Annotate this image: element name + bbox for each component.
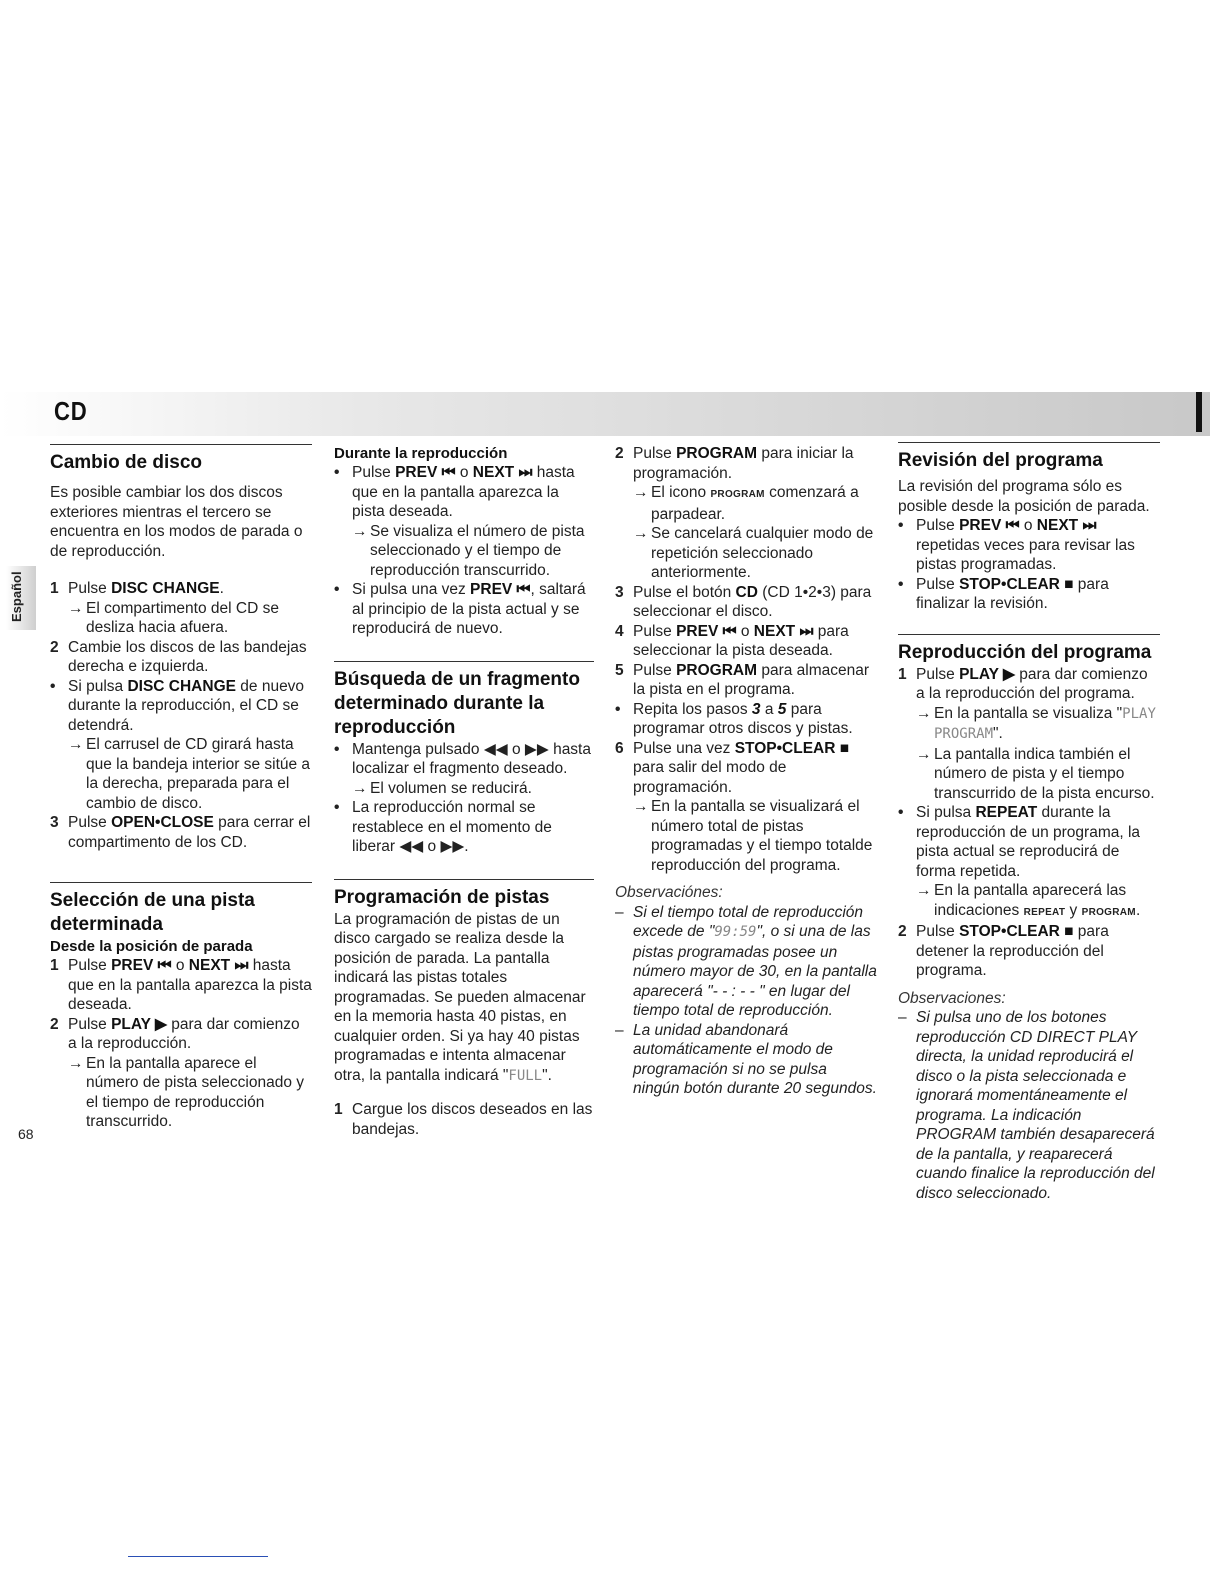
step-1: 1 Cargue los discos deseados en las bandejas. bbox=[334, 1101, 593, 1138]
language-tab-label: Español bbox=[9, 571, 24, 622]
column-4 bbox=[898, 440, 1160, 1203]
step-3: 3 Pulse el botón CD (CD 1•2•3) para seleccionar el disco. bbox=[615, 583, 872, 620]
bullet-item: • Pulse PREV ⏮ o NEXT ⏭ repetidas veces para revisar las pistas programadas. bbox=[898, 517, 1135, 573]
bullet-item: • Mantenga pulsado ◀◀ o ▶▶ hasta localizar el fragmento deseado. bbox=[334, 740, 591, 777]
heading-seleccion-pista: Selección de una pista determinada bbox=[50, 882, 312, 937]
step-result: → La pantalla indica también el número de pista y el tiempo transcurrido de la pista encurso. bbox=[916, 745, 1155, 802]
header-band bbox=[0, 392, 1210, 436]
step-result: → En la pantalla se visualizará el número total de pistas programadas y el tiempo totalde reproducción del programa. bbox=[633, 798, 873, 874]
footer-rule bbox=[128, 1556, 268, 1557]
heading-revision: Revisión del programa bbox=[898, 442, 1160, 473]
observations-title: Observaciones: bbox=[898, 989, 1006, 1007]
observation-item: – La unidad abandonará automáticamente el modo de programación si no se pulsa ningún botón durante 20 segundos. bbox=[615, 1021, 877, 1097]
step-1: 1 Pulse PREV ⏮ o NEXT ⏭ hasta que en la pantalla aparezca la pista deseada. bbox=[50, 957, 312, 1013]
step-result: → Se cancelará cualquier modo de repetición seleccionado anteriormente. bbox=[633, 525, 874, 581]
header-band-edge bbox=[1196, 392, 1202, 432]
step-result: → En la pantalla aparecerá las indicaciones REPEAT y PROGRAM. bbox=[916, 882, 1141, 919]
step-1: 1 Pulse DISC CHANGE. bbox=[50, 580, 224, 597]
step-5: 5 Pulse PROGRAM para almacenar la pista en el programa. bbox=[615, 661, 870, 698]
language-tab bbox=[6, 566, 36, 630]
observation-item: – Si el tiempo total de reproducción excede de "99:59", o si una de las pistas programadas posee un número mayor de 30, en la pantalla aparecerá "- - : - - " en lugar del tiempo total de reproducción. bbox=[615, 903, 877, 1019]
observations-title: Observaciónes: bbox=[615, 884, 723, 901]
step-1: 1 Pulse PLAY ▶ para dar comienzo a la reproducción del programa. bbox=[898, 665, 1148, 702]
step-2: 2 Pulse STOP•CLEAR ■ para detener la reproducción del programa. bbox=[898, 923, 1109, 979]
heading-cambio-de-disco: Cambio de disco bbox=[50, 444, 312, 475]
subheading-durante: Durante la reproducción bbox=[334, 445, 508, 462]
step-6: 6 Pulse una vez STOP•CLEAR ■ para salir del modo de programación. bbox=[615, 739, 850, 796]
paragraph: La programación de pistas de un disco cargado se realiza desde la posición de parada. La pantalla indicará las pistas totales programadas. Se pueden almacenar en la memoria hasta 40 pistas, en cualquier orden. Si ya hay 40 pistas programadas e intenta almacenar otra, la pantalla indicará "FULL". bbox=[334, 910, 586, 1084]
step-result: → Se visualiza el número de pista seleccionado y el tiempo de reproducción transcurrido. bbox=[352, 522, 585, 579]
bullet-item: • Si pulsa REPEAT durante la reproducción de un programa, la pista actual se reproducirá de forma repetida. bbox=[898, 804, 1141, 880]
column-2 bbox=[334, 440, 594, 1139]
bullet-item: • Pulse PREV ⏮ o NEXT ⏭ hasta que en la pantalla aparezca la pista deseada. bbox=[334, 464, 575, 520]
bullet-item: • La reproducción normal se restablece en el momento de liberar ◀◀ o ▶▶. bbox=[334, 799, 552, 855]
step-result: → En la pantalla aparece el número de pista seleccionado y el tiempo de reproducción transcurrido. bbox=[68, 1054, 304, 1130]
heading-busqueda: Búsqueda de un fragmento determinado durante la reproducción bbox=[334, 661, 594, 740]
step-2: 2 Pulse PLAY ▶ para dar comienzo a la reproducción. bbox=[50, 1015, 300, 1052]
bullet-item: • Pulse STOP•CLEAR ■ para finalizar la revisión. bbox=[898, 575, 1109, 612]
step-result: → El carrusel de CD girará hasta que la bandeja interior se sitúe a la derecha, preparada para el cambio de disco. bbox=[68, 736, 311, 812]
step-2: 2 Pulse PROGRAM para iniciar la programación. bbox=[615, 445, 854, 482]
bullet-item: • Repita los pasos 3 a 5 para programar otros discos y pistas. bbox=[615, 700, 853, 737]
step-result: → El icono PROGRAM comenzará a parpadear. bbox=[633, 484, 859, 523]
column-3 bbox=[615, 440, 877, 1099]
paragraph: La revisión del programa sólo es posible desde la posición de parada. bbox=[898, 478, 1150, 515]
step-result: → En la pantalla se visualiza "PLAY PROGRAM". bbox=[916, 704, 1156, 742]
subheading-desde-parada: Desde la posición de parada bbox=[50, 938, 253, 955]
step-result: → El compartimento del CD se desliza hacia afuera. bbox=[68, 599, 279, 636]
step-2: 2 Cambie los discos de las bandejas derecha e izquierda. bbox=[50, 638, 307, 675]
bullet-item: • Si pulsa una vez PREV ⏮, saltará al principio de la pista actual y se reproducirá de nuevo. bbox=[334, 581, 586, 637]
step-3: 3 Pulse OPEN•CLOSE para cerrar el compartimento de los CD. bbox=[50, 814, 311, 851]
heading-reproduccion: Reproducción del programa bbox=[898, 634, 1160, 665]
section-title: CD bbox=[54, 396, 88, 426]
step-4: 4 Pulse PREV ⏮ o NEXT ⏭ para seleccionar la pista deseada. bbox=[615, 622, 849, 659]
bullet-item: • Si pulsa DISC CHANGE de nuevo durante la reproducción, el CD se detendrá. bbox=[50, 677, 305, 734]
paragraph: Es posible cambiar los dos discos exteriores mientras el tercero se encuentra en los modos de parada o de reproducción. bbox=[50, 484, 303, 560]
page-number: 68 bbox=[18, 1126, 34, 1142]
observation-item: – Si pulsa uno de los botones reproducción CD DIRECT PLAY directa, la unidad reproducirá el disco o la pista seleccionada e ignorará momentáneamente el programa. La indicación PROGRAM también desaparecerá de la pantalla, y reaparecerá cuando finalice la reproducción del disco seleccionado. bbox=[898, 1009, 1155, 1202]
step-result: → El volumen se reducirá. bbox=[352, 779, 532, 797]
heading-programacion: Programación de pistas bbox=[334, 879, 594, 910]
column-1 bbox=[50, 440, 312, 1132]
